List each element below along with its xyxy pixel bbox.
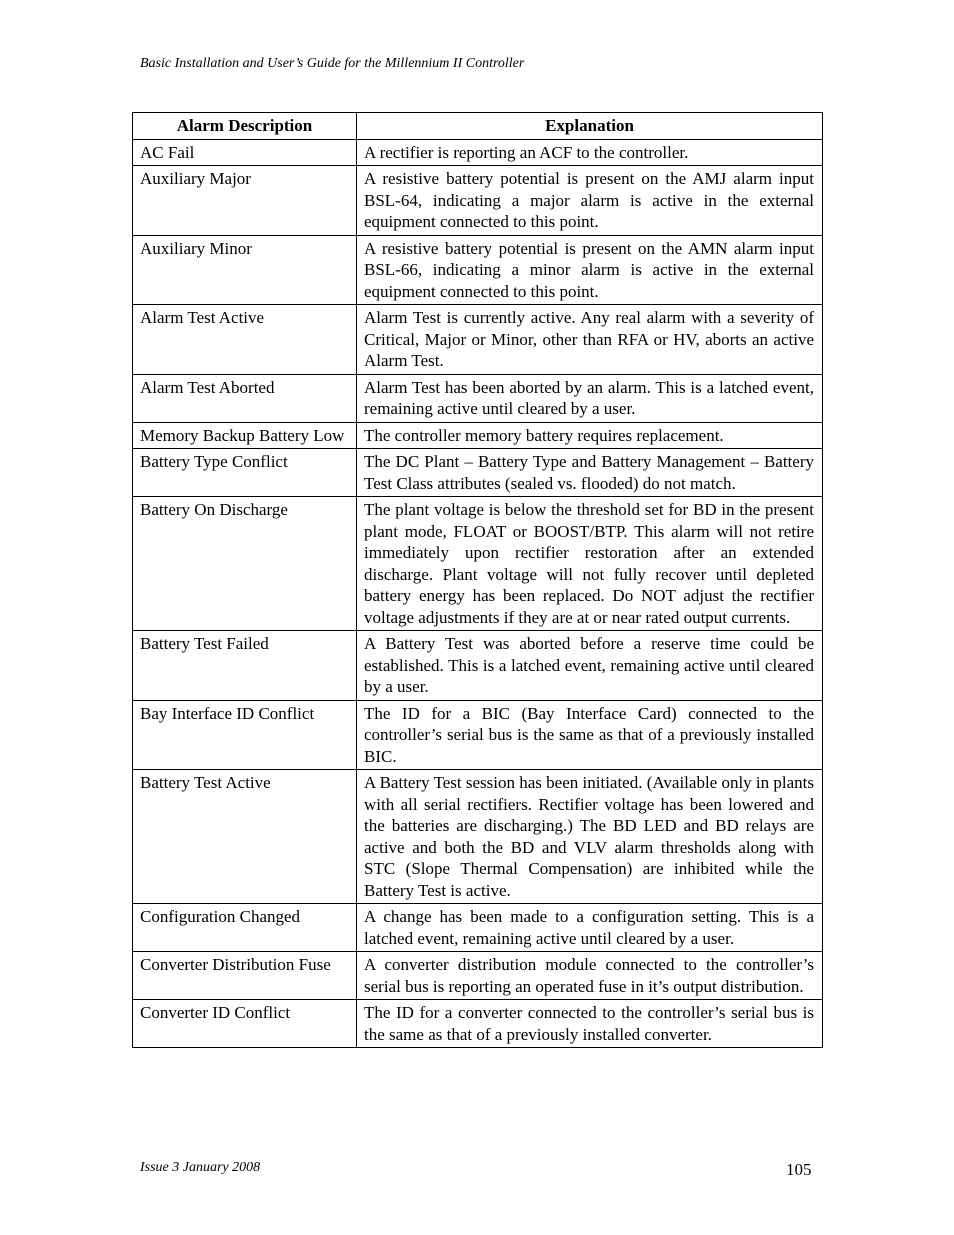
alarm-description-cell: Battery Test Failed xyxy=(133,631,357,701)
explanation-cell: A resistive battery potential is present on the AMN alarm input BSL-66, indicating a minor alarm is active in the external equipment connected to this point. xyxy=(357,235,823,305)
alarm-description-cell: Bay Interface ID Conflict xyxy=(133,700,357,770)
explanation-cell: A converter distribution module connected to the controller’s serial bus is reporting an operated fuse in it’s output distribution. xyxy=(357,952,823,1000)
explanation-cell: The plant voltage is below the threshold set for BD in the present plant mode, FLOAT or BOOST/BTP. This alarm will not retire immediately upon rectifier restoration after an extended discharge. Plant voltage will not fully recover until depleted battery energy has been replaced. Do NOT adjust the rectifier voltage adjustments if they are at or near rated output currents. xyxy=(357,497,823,631)
alarm-description-cell: Memory Backup Battery Low xyxy=(133,422,357,449)
table-row xyxy=(133,449,823,497)
explanation-cell: A Battery Test session has been initiated. (Available only in plants with all serial rectifiers. Rectifier voltage has been lowered and the batteries are discharging.) The BD LED and BD relays are active and both the BD and VLV alarm thresholds along with STC (Slope Thermal Compensation) are inhibited while the Battery Test is active. xyxy=(357,770,823,904)
alarm-description-cell: Alarm Test Active xyxy=(133,305,357,375)
table-row xyxy=(133,166,823,236)
alarm-description-cell: AC Fail xyxy=(133,139,357,166)
explanation-cell: The ID for a BIC (Bay Interface Card) connected to the controller’s serial bus is the same as that of a previously installed BIC. xyxy=(357,700,823,770)
alarm-description-cell: Configuration Changed xyxy=(133,904,357,952)
table-row xyxy=(133,497,823,631)
issue-date: Issue 3 January 2008 xyxy=(140,1160,261,1175)
alarm-description-cell: Auxiliary Minor xyxy=(133,235,357,305)
running-header: Basic Installation and User’s Guide for the Millennium II Controller xyxy=(140,56,525,71)
table-row xyxy=(133,1000,823,1048)
table-row xyxy=(133,631,823,701)
explanation-cell: Alarm Test is currently active. Any real alarm with a severity of Critical, Major or Minor, other than RFA or HV, aborts an active Alarm Test. xyxy=(357,305,823,375)
table-row xyxy=(133,374,823,422)
table-row xyxy=(133,422,823,449)
table-row xyxy=(133,139,823,166)
table-body xyxy=(133,139,823,1048)
explanation-cell: Alarm Test has been aborted by an alarm. This is a latched event, remaining active until cleared by a user. xyxy=(357,374,823,422)
explanation-cell: A change has been made to a configuration setting. This is a latched event, remaining active until cleared by a user. xyxy=(357,904,823,952)
explanation-cell: The ID for a converter connected to the controller’s serial bus is the same as that of a previously installed converter. xyxy=(357,1000,823,1048)
column-header-explanation: Explanation xyxy=(357,113,823,140)
table-row xyxy=(133,305,823,375)
alarm-description-cell: Battery Test Active xyxy=(133,770,357,904)
table-header-row xyxy=(133,113,823,140)
alarm-table xyxy=(132,112,823,1048)
alarm-description-cell: Alarm Test Aborted xyxy=(133,374,357,422)
page-number: 105 xyxy=(786,1160,812,1179)
explanation-cell: A rectifier is reporting an ACF to the controller. xyxy=(357,139,823,166)
table-row xyxy=(133,770,823,904)
alarm-description-cell: Converter ID Conflict xyxy=(133,1000,357,1048)
explanation-cell: The controller memory battery requires replacement. xyxy=(357,422,823,449)
explanation-cell: The DC Plant – Battery Type and Battery Management – Battery Test Class attributes (sealed vs. flooded) do not match. xyxy=(357,449,823,497)
alarm-description-cell: Battery Type Conflict xyxy=(133,449,357,497)
table-row xyxy=(133,700,823,770)
column-header-alarm-description: Alarm Description xyxy=(133,113,357,140)
table-row xyxy=(133,952,823,1000)
table-row xyxy=(133,235,823,305)
alarm-description-cell: Converter Distribution Fuse xyxy=(133,952,357,1000)
explanation-cell: A Battery Test was aborted before a reserve time could be established. This is a latched event, remaining active until cleared by a user. xyxy=(357,631,823,701)
alarm-description-cell: Battery On Discharge xyxy=(133,497,357,631)
table-row xyxy=(133,904,823,952)
alarm-description-cell: Auxiliary Major xyxy=(133,166,357,236)
explanation-cell: A resistive battery potential is present on the AMJ alarm input BSL-64, indicating a major alarm is active in the external equipment connected to this point. xyxy=(357,166,823,236)
